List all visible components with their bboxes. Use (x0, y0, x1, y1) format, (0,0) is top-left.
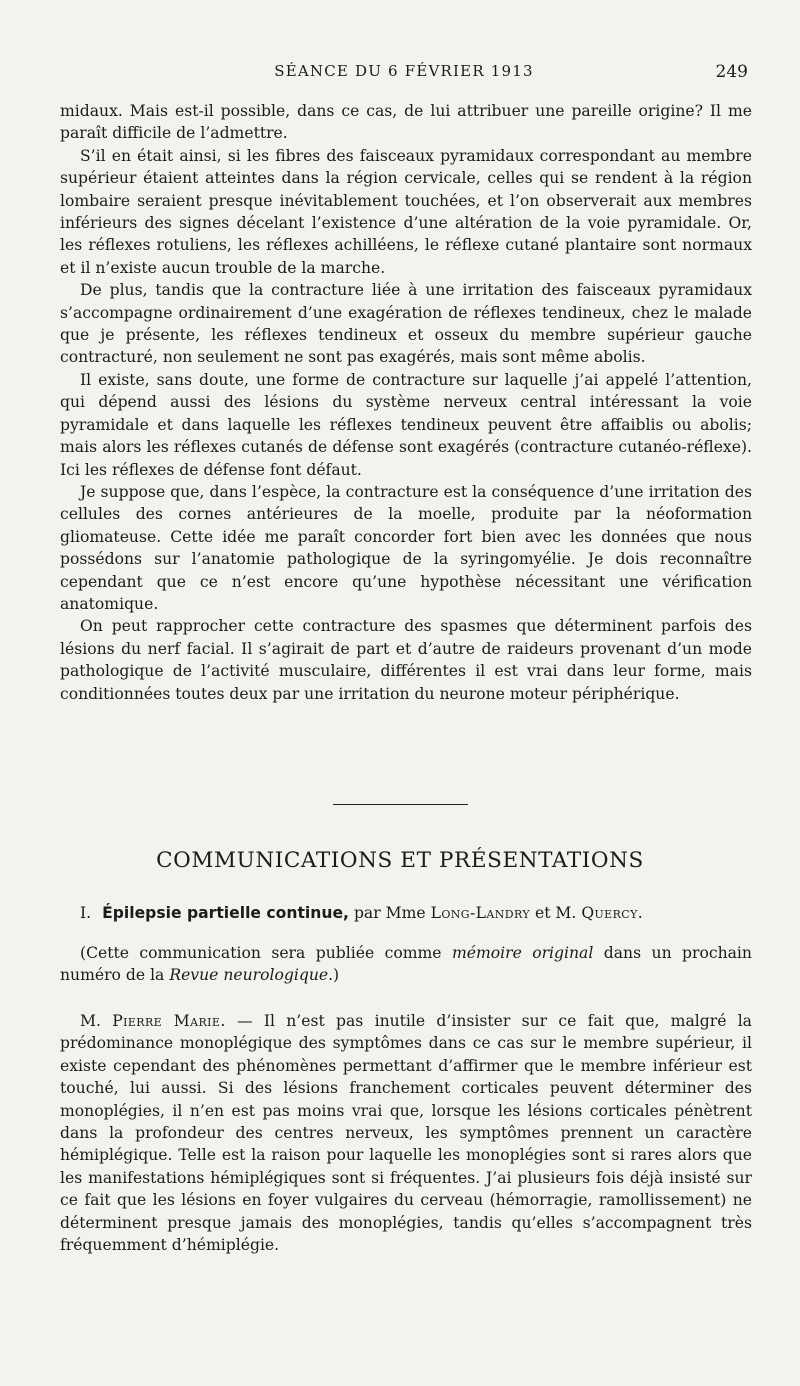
note-text: .) (328, 966, 340, 985)
discussion (60, 1010, 752, 1256)
item-number: I. (80, 904, 92, 922)
paragraph: Il existe, sans doute, une forme de contracture sur laquelle j’ai appelé l’attention, qui dépend aussi des lésions du système nerveux central intéressant la voie pyramidale et dans laquelle les réflexes tendineux peuvent être affaiblis ou abolis; mais alors les réflexes cutanés de défense sont exagérés (contracture cutanéo-réflexe). Ici les réflexes de défense font défaut. (60, 370, 752, 479)
item-and: et M. (534, 904, 577, 922)
item-author: Quercy. (581, 904, 644, 922)
page-number: 249 (715, 62, 748, 82)
speaker-prefix: M. (80, 1012, 101, 1030)
note-italic: mémoire original (451, 944, 594, 962)
paragraph-continued: midaux. Mais est-il possible, dans ce cas, de lui attribuer une pareille origine? Il me paraît difficile de l’admettre. (60, 102, 752, 143)
note-text: dans un prochain numéro de la (60, 944, 752, 985)
paragraph: On peut rapprocher cette contracture des spasmes que déterminent parfois des lésions du nerf facial. Il s’agirait de part et d’autre de raideurs provenant d’un mode pathologique de l’activité musculaire, différentes il est vrai dans leur forme, mais conditionnées toutes deux par une irritation du neurone moteur périphérique. (60, 617, 752, 703)
running-title: SÉANCE DU 6 FÉVRIER 1913 (274, 62, 534, 80)
item-by: par Mme (353, 904, 426, 922)
publication-note (60, 942, 752, 987)
section-title: COMMUNICATIONS ET PRÉSENTATIONS (156, 848, 644, 873)
item-title: Épilepsie partielle continue, (102, 904, 349, 922)
paragraph: Je suppose que, dans l’espèce, la contracture est la conséquence d’une irritation des cellules des cornes antérieures de la moelle, produite par la néoformation gliomateuse. Cette idée me paraît concorder fort bien avec les données que nous possédons sur l’anatomie pathologique de la syringomyélie. Je dois reconnaître cependant que ce n’est encore qu’une hypothèse nécessitant une vérification anatomique. (60, 482, 752, 613)
note-journal: Revue neurologique (169, 966, 329, 985)
paragraph: S’il en était ainsi, si les fibres des faisceaux pyramidaux correspondant au membre supérieur étaient atteintes dans la région cervicale, celles qui se rendent à la région lombaire seraient presque inévitablement touchées, et l’on observerait aux membres inférieurs des signes décelant l’existence d’une altération de la voie pyramidale. Or, les réflexes rotuliens, les réflexes achilléens, le réflexe cutané plantaire sont normaux et il n’existe aucun trouble de la marche. (60, 146, 752, 277)
discussion-text: — Il n’est pas inutile d’insister sur ce fait que, malgré la prédominance monoplégique des symptômes dans ce cas sur le membre supérieur, il existe cependant des phénomènes permettant d’affirmer que le membre inférieur est touché, lui aussi. Si des lésions franchement corticales peuvent déterminer des monoplégies, il n’en est pas moins vrai que, lorsque les lésions corticales pénètrent dans la profondeur des centres nerveux, les symptômes prennent un caractère hémiplégique. Telle est la raison pour laquelle les monoplégies sont si rares alors que les manifestations hémiplégiques sont si fréquentes. J’ai plusieurs fois déjà insisté sur ce fait que les lésions en foyer vulgaires du cerveau (hémorragie, ramollissement) ne déterminent presque jamais des monoplégies, tandis qu’elles s’accompagnent très fréquemment d’hémiplégie. (60, 1012, 752, 1255)
item-author: Long-Landry (430, 904, 530, 922)
running-header (60, 62, 748, 86)
note-text: (Cette communication sera publiée comme (80, 944, 442, 962)
paragraph: De plus, tandis que la contracture liée à une irritation des faisceaux pyramidaux s’accompagne ordinairement d’une exagération de réflexes tendineux, chez le malade que je présente, les réflexes tendineux et osseux du membre supérieur gauche contracturé, non seulement ne sont pas exagérés, mais sont même abolis. (60, 281, 752, 367)
body-text (60, 100, 752, 705)
speaker-name: Pierre Marie. (112, 1012, 226, 1030)
section-divider (333, 804, 468, 805)
communication-item (60, 902, 752, 924)
